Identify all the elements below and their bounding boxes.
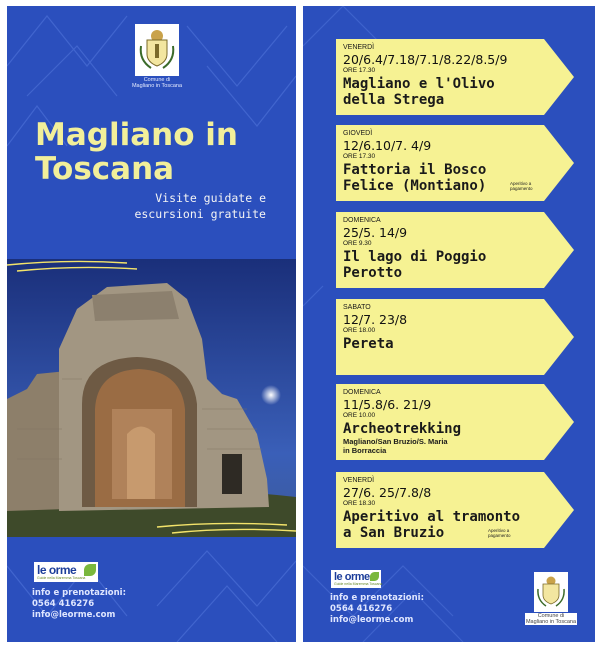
subtitle-line: Visite guidate e	[155, 191, 266, 205]
crest-caption-line: Comune di	[537, 613, 565, 619]
event-time: ORE 9.30	[343, 240, 372, 247]
event-day: GIOVEDÌ	[343, 130, 373, 137]
event-dates: 25/5. 14/9	[343, 225, 408, 240]
crest-caption-line: Magliano in Toscana	[131, 83, 183, 89]
event-name-line: a San Bruzio	[343, 525, 445, 541]
title-line: Magliano in	[35, 117, 238, 153]
crest-caption-line: Comune di	[143, 77, 171, 83]
event-payment-note: Aperitivo a	[488, 528, 510, 533]
crest-caption	[125, 77, 189, 89]
event-name-line: Fattoria il Bosco	[343, 162, 487, 178]
contact-email[interactable]: info@leorme.com	[32, 610, 116, 620]
event-card	[336, 212, 574, 288]
event-time: ORE 18.00	[343, 327, 376, 334]
event-dates: 20/6.4/7.18/7.1/8.22/8.5/9	[343, 52, 508, 67]
contact-info	[32, 588, 126, 621]
title-line: Toscana	[35, 151, 175, 187]
contact-phone[interactable]: 0564 416276	[330, 604, 393, 614]
event-name-line: Magliano e l'Olivo	[343, 76, 495, 92]
logo-tagline: Guide nella Maremma Toscana	[37, 576, 86, 580]
le-orme-logo	[331, 570, 381, 588]
event-time: ORE 17.30	[343, 67, 376, 74]
event-name-line: Il lago di Poggio	[343, 249, 487, 265]
contact-label: info e prenotazioni:	[32, 588, 126, 598]
logo-name: le orme	[334, 571, 370, 583]
event-day: VENERDÌ	[343, 477, 375, 484]
event-day: SABATO	[343, 304, 371, 311]
event-card	[336, 472, 574, 548]
contact-info	[330, 593, 424, 626]
le-orme-logo	[34, 562, 98, 582]
brochure-subtitle	[36, 190, 266, 222]
event-time: ORE 18.30	[343, 500, 376, 507]
crest-caption-line: Magliano in Toscana	[525, 619, 577, 625]
contact-phone[interactable]: 0564 416276	[32, 599, 95, 609]
event-route-line: in Borraccia	[343, 445, 387, 455]
comune-crest-logo	[534, 572, 568, 612]
event-payment-note: Aperitivo a	[510, 181, 532, 186]
leaf-icon	[370, 572, 379, 581]
event-day: DOMENICA	[343, 389, 381, 396]
event-dates: 12/6.10/7. 4/9	[343, 138, 432, 153]
event-card	[336, 384, 574, 460]
contact-email[interactable]: info@leorme.com	[330, 615, 414, 625]
event-card	[336, 125, 574, 201]
event-name-line: della Strega	[343, 92, 445, 108]
logo-name: le orme	[37, 563, 77, 577]
event-name-line: Felice (Montiano)	[343, 178, 487, 194]
event-time: ORE 17.30	[343, 153, 376, 160]
event-name-line: Archeotrekking	[343, 421, 462, 437]
event-day: VENERDÌ	[343, 44, 375, 51]
church-ruin-photo	[7, 259, 296, 537]
brochure-title	[35, 118, 275, 186]
event-dates: 11/5.8/6. 21/9	[343, 397, 432, 412]
event-payment-note: pagamento	[510, 186, 533, 191]
event-card	[336, 299, 574, 375]
event-name-line: Aperitivo al tramonto	[343, 509, 521, 525]
comune-crest-logo	[135, 24, 179, 76]
event-name-line: Perotto	[343, 265, 403, 281]
event-dates: 12/7. 23/8	[343, 312, 408, 327]
contact-label: info e prenotazioni:	[330, 593, 424, 603]
subtitle-line: escursioni gratuite	[134, 207, 266, 221]
logo-tagline: Guide nella Maremma Toscana	[334, 582, 383, 586]
event-dates: 27/6. 25/7.8/8	[343, 485, 432, 500]
event-name-line: Pereta	[343, 336, 394, 352]
event-route-line: Magliano/San Bruzio/S. Maria	[343, 437, 448, 446]
event-payment-note: pagamento	[488, 533, 511, 538]
event-time: ORE 10.00	[343, 412, 376, 419]
front-cover-panel	[7, 6, 296, 642]
leaf-icon	[84, 564, 96, 576]
crest-caption	[525, 613, 577, 625]
event-schedule-panel	[303, 6, 595, 642]
event-day: DOMENICA	[343, 217, 381, 224]
event-card	[336, 39, 574, 115]
